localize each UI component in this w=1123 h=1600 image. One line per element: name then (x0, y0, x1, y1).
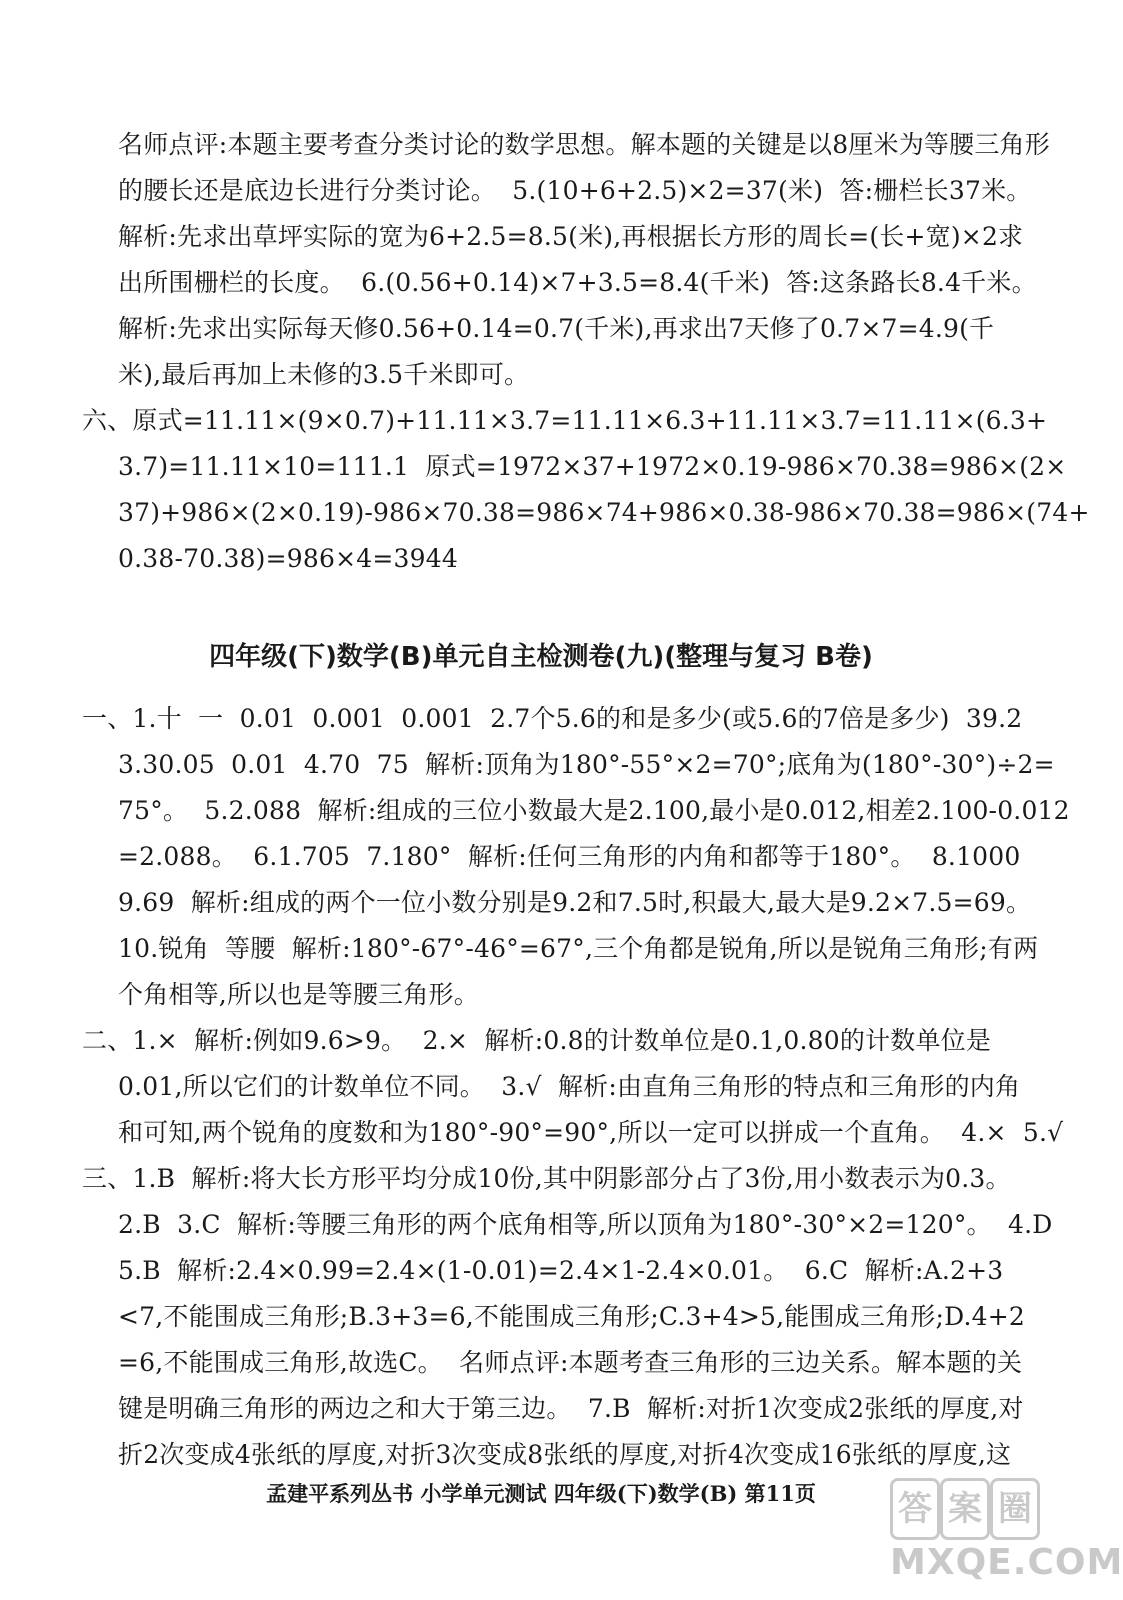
text-line: 个角相等,所以也是等腰三角形。 (118, 980, 479, 1009)
text-line: =2.088。 6.1.705 7.180° 解析:任何三角形的内角和都等于180°。 8.1000 (118, 842, 1021, 871)
text-line: 六、原式=11.11×(9×0.7)+11.11×3.7=11.11×6.3+11.11×3.7=11.11×(6.3+ (82, 406, 1048, 435)
page-footer: 孟建平系列丛书 小学单元测试 四年级(下)数学(B) 第11页 (266, 1481, 816, 1506)
text-line: 折2次变成4张纸的厚度,对折3次变成8张纸的厚度,对折4次变成16张纸的厚度,这 (118, 1440, 1012, 1469)
text-line: 键是明确三角形的两边之和大于第三边。 7.B 解析:对折1次变成2张纸的厚度,对 (118, 1394, 1024, 1423)
text-line: 75°。 5.2.088 解析:组成的三位小数最大是2.100,最小是0.012,相差2.100-0.012 (118, 796, 1070, 825)
text-line: 和可知,两个锐角的度数和为180°-90°=90°,所以一定可以拼成一个直角。 4.× 5.√ (118, 1118, 1064, 1147)
text-line: 0.01,所以它们的计数单位不同。 3.√ 解析:由直角三角形的特点和三角形的内角 (118, 1072, 1021, 1101)
text-line: =6,不能围成三角形,故选C。 名师点评:本题考查三角形的三边关系。解本题的关 (118, 1348, 1023, 1377)
text-line: 5.B 解析:2.4×0.99=2.4×(1-0.01)=2.4×1-2.4×0.01。 6.C 解析:A.2+3 (118, 1256, 1004, 1285)
text-line: 3.30.05 0.01 4.70 75 解析:顶角为180°-55°×2=70°;底角为(180°-30°)÷2= (118, 750, 1055, 779)
watermark-char: 圈 (990, 1478, 1040, 1540)
text-line: 37)+986×(2×0.19)-986×70.38=986×74+986×0.38-986×70.38=986×(74+ (118, 498, 1090, 527)
text-line: 出所围栅栏的长度。 6.(0.56+0.14)×7+3.5=8.4(千米) 答:这条路长8.4千米。 (118, 268, 1037, 297)
text-line: 名师点评:本题主要考查分类讨论的数学思想。解本题的关键是以8厘米为等腰三角形 (118, 130, 1050, 159)
text-line: 0.38-70.38)=986×4=3944 (118, 544, 458, 573)
text-line: 一、1.十 一 0.01 0.001 0.001 2.7个5.6的和是多少(或5.6的7倍是多少) 39.2 (82, 704, 1023, 733)
watermark-logo (890, 1478, 1123, 1588)
watermark-char: 答 (890, 1478, 940, 1540)
text-line: 9.69 解析:组成的两个一位小数分别是9.2和7.5时,积最大,最大是9.2×7.5=69。 (118, 888, 1032, 917)
text-line: 解析:先求出实际每天修0.56+0.14=0.7(千米),再求出7天修了0.7×7=4.9(千 (118, 314, 995, 343)
text-line: 2.B 3.C 解析:等腰三角形的两个底角相等,所以顶角为180°-30°×2=120°。 4.D (118, 1210, 1053, 1239)
text-line: 10.锐角 等腰 解析:180°-67°-46°=67°,三个角都是锐角,所以是锐角三角形;有两 (118, 934, 1039, 963)
text-line: 三、1.B 解析:将大长方形平均分成10份,其中阴影部分占了3份,用小数表示为0.3。 (82, 1164, 1011, 1193)
section-title: 四年级(下)数学(B)单元自主检测卷(九)(整理与复习 B卷) (209, 642, 873, 672)
text-line: 二、1.× 解析:例如9.6>9。 2.× 解析:0.8的计数单位是0.1,0.80的计数单位是 (82, 1026, 992, 1055)
text-line: 3.7)=11.11×10=111.1 原式=1972×37+1972×0.19-986×70.38=986×(2× (118, 452, 1067, 481)
watermark-domain: MXQE.COM (890, 1542, 1123, 1583)
text-line: 解析:先求出草坪实际的宽为6+2.5=8.5(米),再根据长方形的周长=(长+宽)×2求 (118, 222, 1024, 251)
text-line: <7,不能围成三角形;B.3+3=6,不能围成三角形;C.3+4>5,能围成三角形;D.4+2 (118, 1302, 1025, 1331)
watermark-char: 案 (940, 1478, 990, 1540)
text-line: 的腰长还是底边长进行分类讨论。 5.(10+6+2.5)×2=37(米) 答:栅栏长37米。 (118, 176, 1032, 205)
text-line: 米),最后再加上未修的3.5千米即可。 (118, 360, 530, 389)
